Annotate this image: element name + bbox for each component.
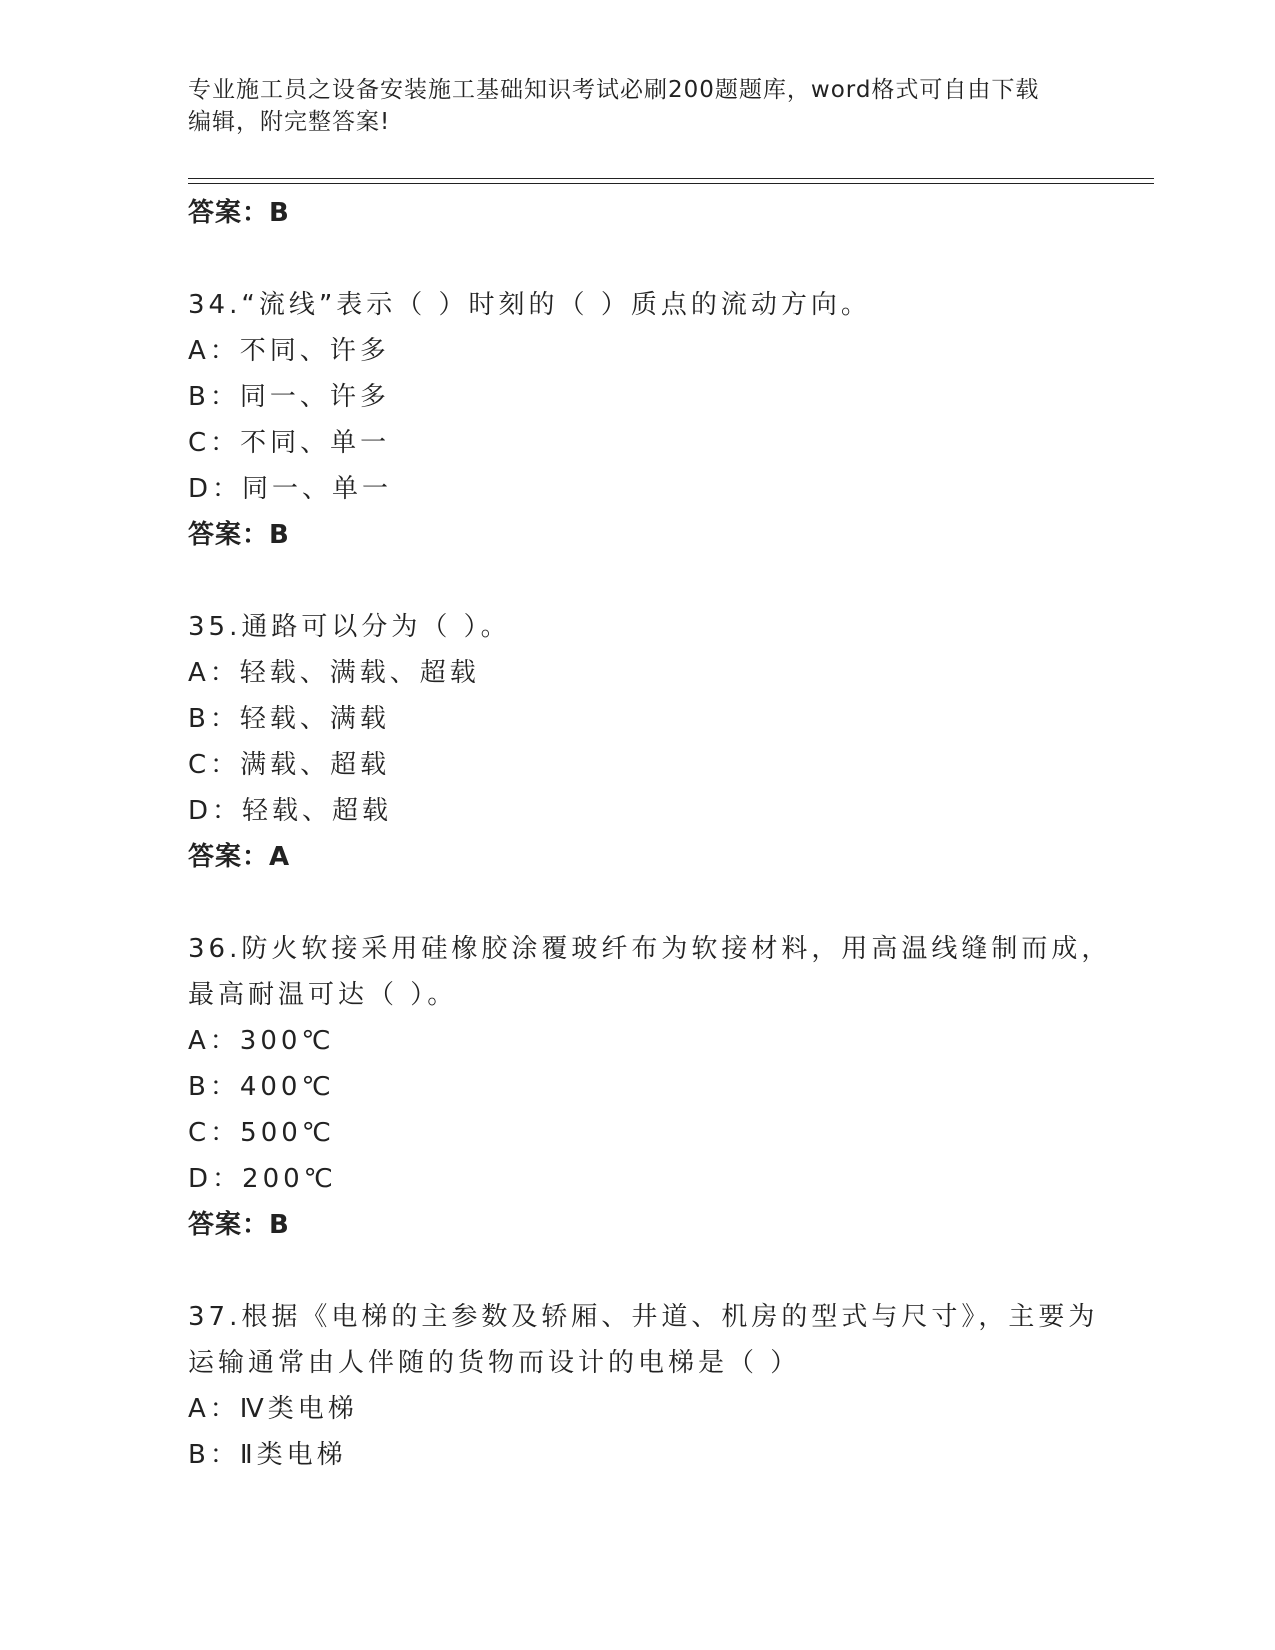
option-a: A：不同、许多	[188, 336, 390, 366]
question-35	[188, 604, 1088, 880]
header-line-1: 专业施工员之设备安装施工基础知识考试必刷200题题库，word格式可自由下载	[188, 77, 1040, 103]
option-b: B：Ⅱ类电梯	[188, 1440, 347, 1470]
option-b: B：同一、许多	[188, 382, 390, 412]
question-stem-line-2: 运输通常由人伴随的货物而设计的电梯是（ ）	[188, 1348, 801, 1378]
question-34	[188, 282, 1088, 558]
question-stem: 34.“流线”表示（ ）时刻的（ ）质点的流动方向。	[188, 290, 871, 320]
document-header	[188, 74, 1068, 138]
question-stem-line-2: 最高耐温可达（ ）。	[188, 980, 458, 1010]
option-c: C：不同、单一	[188, 428, 391, 458]
option-a: A：Ⅳ类电梯	[188, 1394, 358, 1424]
option-b: B：400℃	[188, 1072, 335, 1102]
option-c: C：满载、超载	[188, 750, 391, 780]
option-b: B：轻载、满载	[188, 704, 390, 734]
answer: 答案：B	[188, 520, 290, 550]
question-stem-line-1: 36.防火软接采用硅橡胶涂覆玻纤布为软接材料，用高温线缝制而成，	[188, 934, 1112, 964]
option-a: A：300℃	[188, 1026, 335, 1056]
option-a: A：轻载、满载、超载	[188, 658, 480, 688]
option-d: D：轻载、超载	[188, 796, 393, 826]
header-line-2: 编辑，附完整答案!	[188, 109, 391, 135]
option-d: D：同一、单一	[188, 474, 393, 504]
header-divider-bottom	[188, 183, 1154, 184]
answer-previous: 答案：B	[188, 198, 290, 228]
question-36	[188, 926, 1112, 1248]
header-divider-top	[188, 178, 1154, 179]
spacer	[188, 1248, 1088, 1294]
spacer	[188, 558, 1088, 604]
answer: 答案：A	[188, 842, 291, 872]
option-c: C：500℃	[188, 1118, 335, 1148]
answer: 答案：B	[188, 1210, 290, 1240]
spacer	[188, 880, 1088, 926]
question-stem: 35.通路可以分为（ ）。	[188, 612, 511, 642]
spacer	[188, 236, 1088, 282]
question-stem-line-1: 37.根据《电梯的主参数及轿厢、井道、机房的型式与尺寸》，主要为	[188, 1302, 1099, 1332]
question-37	[188, 1294, 1099, 1478]
question-list	[188, 190, 1112, 1478]
option-d: D：200℃	[188, 1164, 337, 1194]
